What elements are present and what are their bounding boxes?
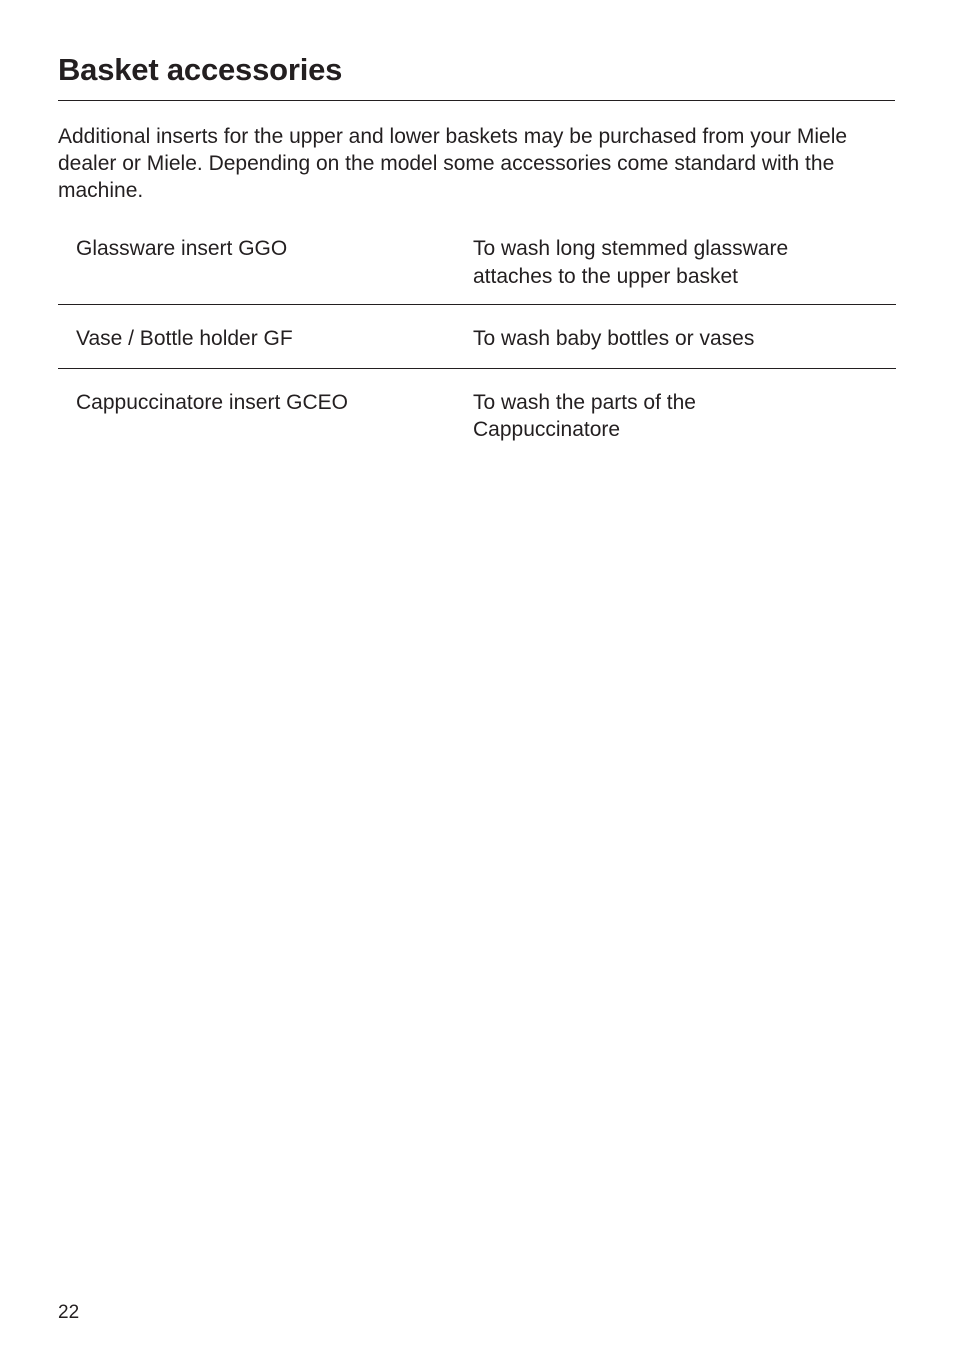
accessory-description: To wash long stemmed glassware attaches to the upper basket (473, 237, 789, 288)
title-divider (58, 100, 895, 101)
intro-paragraph: Additional inserts for the upper and lower baskets may be purchased from your Miele dealer or Miele. Depending on the model some accessories come standard with the machine. (58, 125, 848, 202)
accessories-table (58, 234, 896, 444)
accessory-description: To wash the parts of the Cappuccinatore (473, 390, 696, 441)
page-title: Basket accessories (58, 52, 343, 87)
table-row (58, 234, 896, 305)
accessory-description: To wash baby bottles or vases (473, 327, 755, 350)
table-row (58, 305, 896, 369)
accessory-name: Vase / Bottle holder GF (76, 327, 293, 350)
accessory-name: Glassware insert GGO (76, 237, 288, 260)
accessory-name: Cappuccinatore insert GCEO (76, 390, 348, 414)
page-number: 22 (58, 1302, 80, 1323)
table-row (58, 369, 896, 444)
